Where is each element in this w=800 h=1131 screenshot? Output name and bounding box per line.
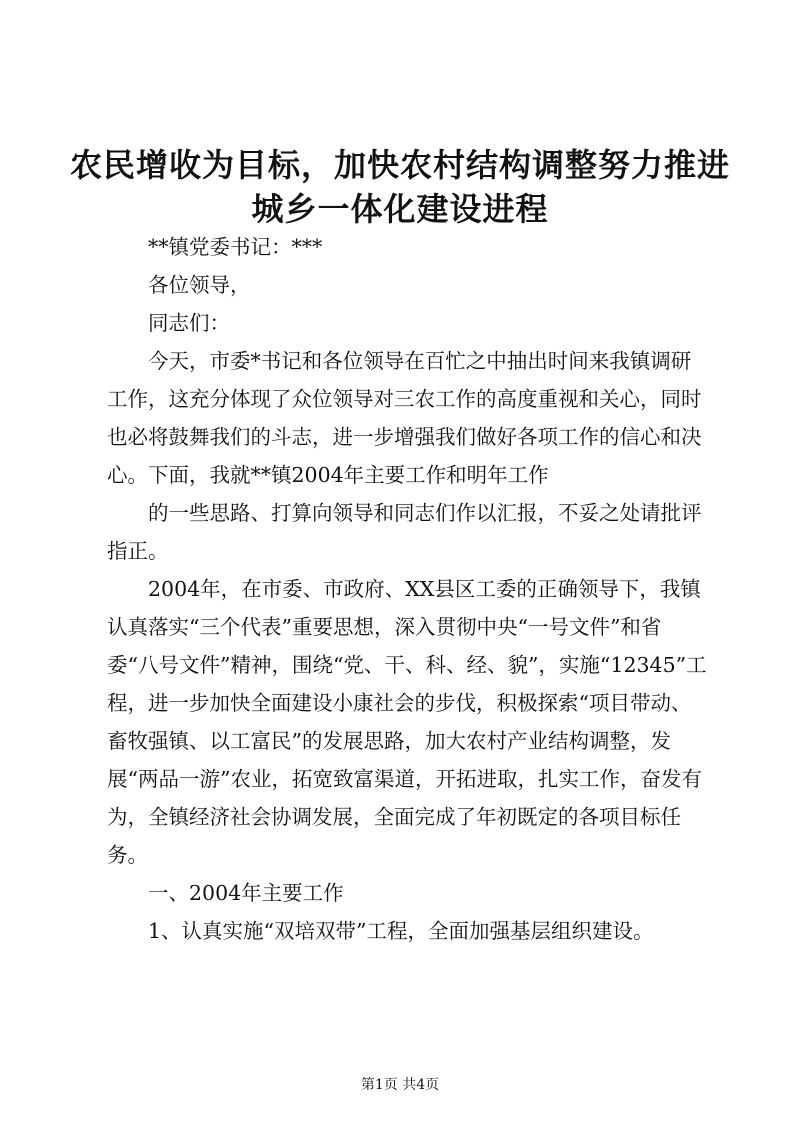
document-title-line-2: 城乡一体化建设进程 bbox=[251, 190, 549, 228]
salutation-leaders: 各位领导， bbox=[148, 273, 251, 297]
document-body bbox=[107, 228, 707, 950]
salutation-comrades: 同志们： bbox=[148, 311, 230, 335]
page-footer: 第1页 共4页 bbox=[360, 1077, 440, 1093]
subsection-heading-1: 1、认真实施“双培双带”工程，全面加强基层组织建设。 bbox=[148, 919, 654, 943]
section-heading-main-work: 一、2004年主要工作 bbox=[148, 881, 344, 905]
paragraph-intro-continued: 的一些思路、打算向领导和同志们作以汇报，不妥之处请批评指正。 bbox=[107, 501, 702, 563]
paragraph-intro: 今天，市委*书记和各位领导在百忙之中抽出时间来我镇调研工作，这充分体现了众位领导对三农工作的高度重视和关心，同时也必将鼓舞我们的斗志，进一步增强我们做好各项工作的信心和决心。下面，我就**镇2004年主要工作和明年工作 bbox=[107, 349, 702, 487]
document-title-line-1: 农民增收为目标，加快农村结构调整努力推进 bbox=[69, 146, 730, 184]
paragraph-2004-summary: 2004年，在市委、市政府、XX县区工委的正确领导下，我镇认真落实“三个代表”重要思想，深入贯彻中央“一号文件”和省委“八号文件”精神，围绕“党、干、科、经、貌”，实施“12345”工程，进一步加快全面建设小康社会的步伐，积极探索“项目带动、畜牧强镇、以工富民”的发展思路，加大农村产业结构调整，发展“两品一游”农业，拓宽致富渠道，开拓进取，扎实工作，奋发有为，全镇经济社会协调发展，全面完成了年初既定的各项目标任务。 bbox=[107, 577, 707, 867]
author-line: **镇党委书记：*** bbox=[148, 235, 323, 259]
